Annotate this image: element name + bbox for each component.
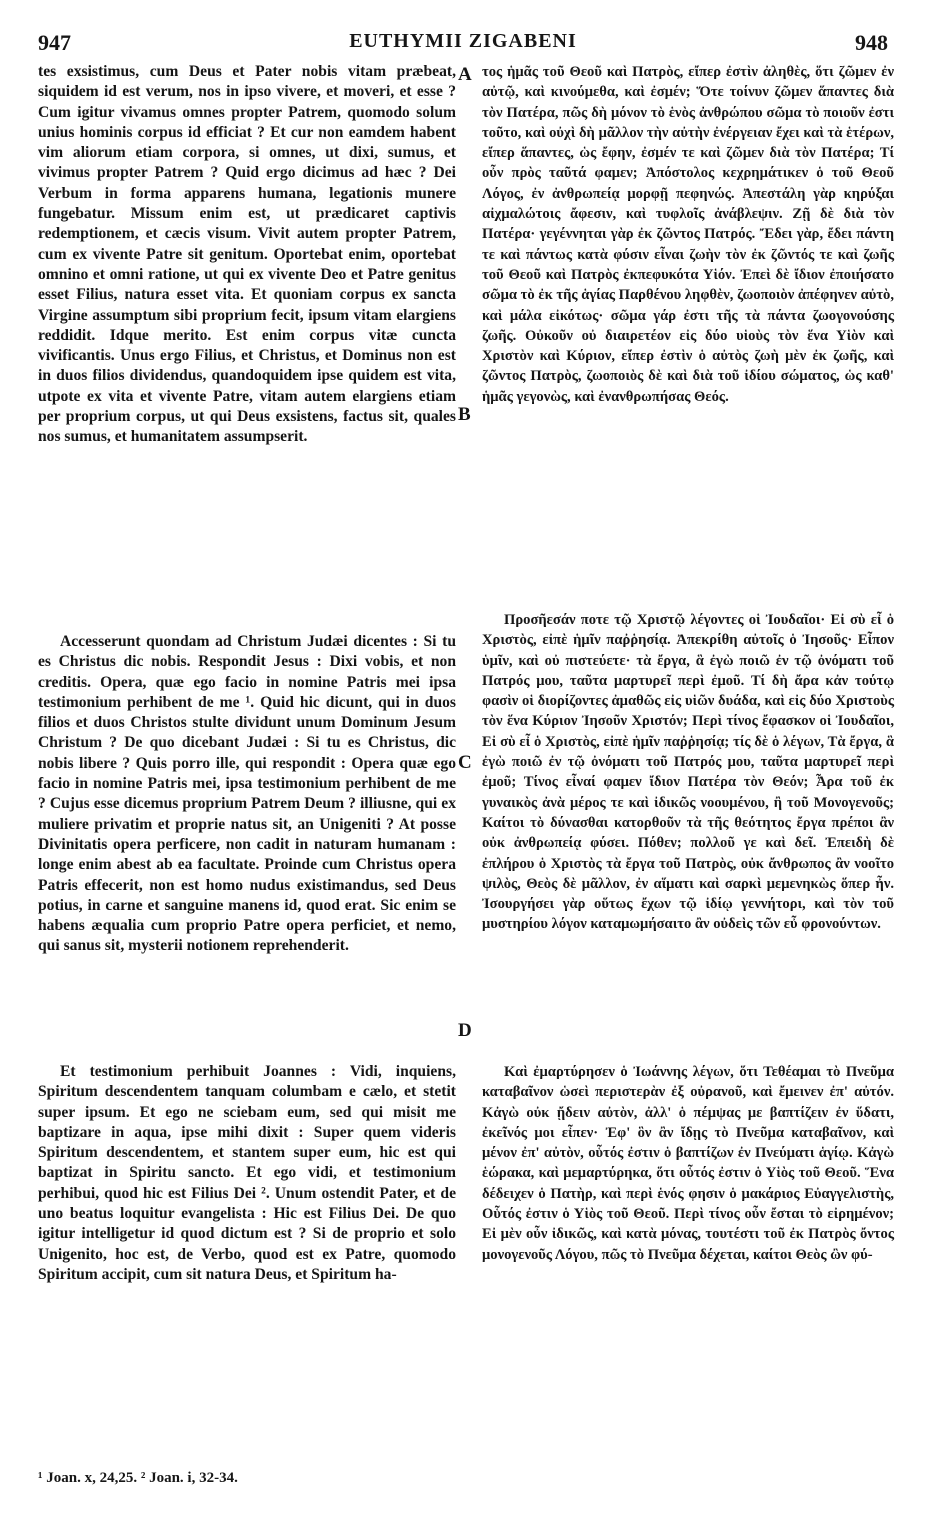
margin-letter-c: C bbox=[458, 752, 472, 773]
page-number-right: 948 bbox=[855, 30, 888, 55]
running-title: EUTHYMII ZIGABENI bbox=[349, 30, 577, 52]
greek-paragraph-3: Καὶ ἐμαρτύρησεν ὁ Ἰωάννης λέγων, ὅτι Τεθέαμαι τὸ Πνεῦμα καταβαῖνον ὡσεὶ περιστερὰν ἐξ οὐρανοῦ, καὶ ἔμεινεν ἐπ' αὐτόν. Κἀγὼ οὐκ ᾔδειν αὐτὸν, ἀλλ' ὁ πέμψας με βαπτίζειν ἐν ὕδατι, ἐκεῖνός μοι εἶπεν· Ἐφ' ὃν ἂν ἴδῃς τὸ Πνεῦμα καταβαῖνον, καὶ μένον ἐπ' αὐτὸν, οὗτός ἐστιν ὁ βαπτίζων ἐν Πνεύματι ἁγίῳ. Κἀγὼ ἑώρακα, καὶ μεμαρτύρηκα, ὅτι οὗτός ἐστιν ὁ Υἱὸς τοῦ Θεοῦ. Ἕνα δέδειχεν ὁ Πατὴρ, καὶ περὶ ἑνός φησιν ὁ μακάριος Εὐαγγελιστὴς, Οὗτός ἐστιν ὁ Υἱὸς τοῦ Θεοῦ. Περὶ τίνος οὖν ἔσται τὸ εἰρημένον; Εἰ μὲν οὖν ἰδικῶς, καὶ κατὰ μόνας, τουτέστι τοῦ ἐκ Πατρὸς ὄντος μονογενοῦς Λόγου, πῶς τὸ Πνεῦμα δέχεται, καίτοι Θεὸς ὢν φύ- bbox=[482, 1064, 894, 1263]
footnote: ¹ Joan. x, 24,25. ² Joan. i, 32-34. bbox=[38, 1470, 238, 1486]
latin-paragraph-1: tes exsistimus, cum Deus et Pater nobis vitam præbeat, siquidem id est verum, nos in ipso vivere, et moveri, et esse ? Cum igitur vivamus omnes propter Patrem, quomodo solum unius hominis corpus id efficiat ? Et cur non eamdem habent vim aliorum etiam corpora, si omnes, ut dixi, sumus, et vivimus propter Patrem ? Quid ergo dicimus ad hæc ? Dei Verbum in forma apparens humana, legationis munere fungebatur. Missum enim est, ut prædicaret captivis redemptionem, et cæcis visum. Vivit autem propter Patrem, cum ex vivente Patre sit genitum. Oportebat enim, oportebat omnino et omni ratione, ut qui ex vivente Deo et Patre genitus esset Filius, natura esset vita. Et quoniam corpus ex sancta Virgine assumptum sibi proprium fecit, ipsum vitam elargiens reddidit. Idque merito. Est enim corpus vitæ cuncta vivificantis. Unus ergo Filius, et Christus, et Dominus non est in duos filios dividendus, quandoquidem ipse quidem est vita, utpote ex vita et vivente Patre, vitam autem elargiens etiam per proprium corpus, ut qui Deus exsistens, factus sit, quales nos sumus, et humanitatem assumpserit. bbox=[38, 63, 456, 446]
greek-paragraph-2: Προσῆεσάν ποτε τῷ Χριστῷ λέγοντες οἱ Ἰουδαῖοι· Εἰ σὺ εἶ ὁ Χριστὸς, εἰπὲ ἡμῖν παῤῥησίᾳ. Ἀπεκρίθη αὐτοῖς ὁ Ἰησοῦς· Εἶπον ὑμῖν, καὶ οὐ πιστεύετε· τὰ ἔργα, ἃ ἐγὼ ποιῶ ἐν τῷ ὀνόματι τοῦ Πατρός μου, ταῦτα μαρτυρεῖ περὶ ἐμοῦ. Τί δὴ ἄρα κἀν τούτῳ φασὶν οἱ διορίζοντες ἀμαθῶς εἰς υἱῶν δυάδα, καὶ εἰς δύο Χριστοὺς τὸν ἕνα Κύριον Ἰησοῦν Χριστόν; Περὶ τίνος ἔφασκον οἱ Ἰουδαῖοι, Εἰ σὺ εἶ ὁ Χριστὸς, εἰπὲ ἡμῖν παῤῥησίᾳ; τίς δὲ ὁ λέγων, Τὰ ἔργα, ἃ ἐγὼ ποιῶ ἐν τῷ ὀνόματι τοῦ Πατρός μου, ταῦτα μαρτυρεῖ περὶ ἐμοῦ; Τίνος εἶναί φαμεν ἴδιον Πατέρα τὸν Θεόν; Ἆρα τοῦ ἐκ γυναικὸς ἀνὰ μέρος τε καὶ ἰδικῶς νοουμένου, ἢ τοῦ Μονογενοῦς; Καίτοι τὸ δύνασθαι κατορθοῦν τὰ τῆς θεότητος ἔργα πρέποι ἂν οὐκ ἀνθρωπείᾳ φύσει. Πόθεν; πολλοῦ γε καὶ δεῖ. Ἐπειδὴ δὲ ἐπλήρου ὁ Χριστὸς τὰ ἔργα τοῦ Πατρὸς, οὐκ ἄνθρωπος ἂν νοοῖτο ψιλὸς, Θεὸς δὲ μᾶλλον, ἐν αἵματι καὶ σαρκὶ μεμενηκὼς ὅπερ ἦν. Ἰσουργήσει γὰρ οὕτως ἔχων τῷ ἰδίῳ γεννήτορι, καὶ τὸν τοῦ μυστηρίου λόγον καταμωμήσαιτο ἂν οὐδεὶς τῶν εὖ φρονούντων. bbox=[482, 612, 894, 933]
greek-paragraph-1: τος ἡμᾶς τοῦ Θεοῦ καὶ Πατρὸς, εἴπερ ἐστὶν ἀληθὲς, ὅτι ζῶμεν ἐν αὐτῷ, καὶ κινούμεθα, καὶ ἐσμέν; Ὅτε τοίνυν ζῶμεν ἅπαντες διὰ τὸν Πατέρα, πῶς δὴ μόνον τὸ ἑνὸς ἀνθρώπου σῶμα τὸ ποιοῦν ἐστι τοῦτο, καὶ οὐχὶ δὴ μᾶλλον τὴν αὐτὴν ἐνέργειαν ἔχει καὶ τὰ ἑτέρων, εἴπερ ἅπαντες, ὡς ἔφην, ἐσμέν τε καὶ ζῶμεν διὰ τὸν Πατέρα; Τί οὖν πρὸς ταῦτά φαμεν; Ἀπόστολος κεχρημάτικεν ὁ τοῦ Θεοῦ Λόγος, ἐν ἀνθρωπείᾳ μορφῇ πεφηνώς. Ἀπεστάλη γὰρ κηρύξαι αἰχμαλώτοις ἄφεσιν, καὶ τυφλοῖς ἀνάβλεψιν. Ζῇ δὲ διὰ τὸν Πατέρα· γεγέννηται γὰρ ἐκ ζῶντος Πατρός. Ἔδει γὰρ, ἔδει πάντη τε καὶ πάντως κατὰ φύσιν εἶναι ζωὴν τὸν ἐκ ζῶντός τε καὶ ζωῆς τοῦ Θεοῦ καὶ Πατρὸς ἐκπεφυκότα Υἱόν. Ἐπεὶ δὲ ἴδιον ἐποιήσατο σῶμα τὸ ἐκ τῆς ἁγίας Παρθένου ληφθὲν, ζωοποιὸν ἀπέφηνεν αὐτὸ, καὶ μάλα εἰκότως· σῶμα γάρ ἐστι τῆς τὰ πάντα ζωογονούσης ζωῆς. Οὐκοῦν οὐ διαιρετέον εἰς δύο υἱοὺς τὸν ἕνα Υἱὸν καὶ Χριστὸν καὶ Κύριον, εἴπερ ἐστὶν ὁ αὐτὸς ζωὴ μὲν ἐκ ζωῆς, καὶ ζῶντος Πατρὸς, ζωοποιὸς δὲ καὶ διὰ τοῦ ἰδίου σώματος, ὡς καθ' ἡμᾶς γεγονὼς, καὶ ἐνανθρωπήσας Θεός. bbox=[482, 64, 894, 405]
margin-letter-b: B bbox=[458, 404, 471, 425]
margin-letter-a: A bbox=[458, 64, 472, 85]
latin-paragraph-2: Accesserunt quondam ad Christum Judæi dicentes : Si tu es Christus dic nobis. Respondit Jesus : Dixi vobis, et non creditis. Opera, quæ ego facio in nomine Patris mei ipsa testimonium perhibent de me ¹. Quid hic dicunt, qui in duos filios et duos Christos stulte dividunt unum Dominum Jesum Christum ? De quo dicebant Judæi : Si tu es Christus, dic nobis libere ? Quis porro ille, qui respondit : Opera quæ ego facio in nomine Patris mei, ipsa testimonium perhibent de me ? Cujus esse dicemus proprium Patrem Deum ? illiusne, qui ex muliere privatim et proprie natus sit, an Unigeniti ? At posse Divinitatis opera perficere, non cadit in naturam humanam : longe enim abest ab ea facultate. Proinde cum Christus opera Patris effecerit, non est homo nudus existimandus, sed Deus potius, in carne et sanguine manens id, quod erat. Sic enim se habens æqualia cum proprio Patre opera perficiet, et nemo, qui sanus sit, mysterii notionem reprehenderit. bbox=[38, 633, 456, 955]
page-number-left: 947 bbox=[38, 30, 71, 55]
page-header bbox=[0, 30, 926, 60]
margin-letter-d: D bbox=[458, 1020, 472, 1041]
latin-paragraph-3: Et testimonium perhibuit Joannes : Vidi, inquiens, Spiritum descendentem tanquam columbam e cælo, et stetit super ipsum. Et ego ne sciebam eum, sed qui misit me baptizare in aqua, ipse mihi dixit : Super quem videris Spiritum descendentem, et stantem super eum, hic est qui baptizat in Spiritu sancto. Et ego vidi, et testimonium perhibui, quod hic est Filius Dei ². Unum ostendit Pater, et de uno beatus loquitur evangelista : Hic est Filius Dei. De quo igitur intelligetur id quod dictum est ? Si de proprio et solo Unigenito, hoc est, de Verbo, quod est ex Patre, quomodo Spiritum accipit, cum sit natura Deus, et Spiritum ha- bbox=[38, 1063, 456, 1283]
